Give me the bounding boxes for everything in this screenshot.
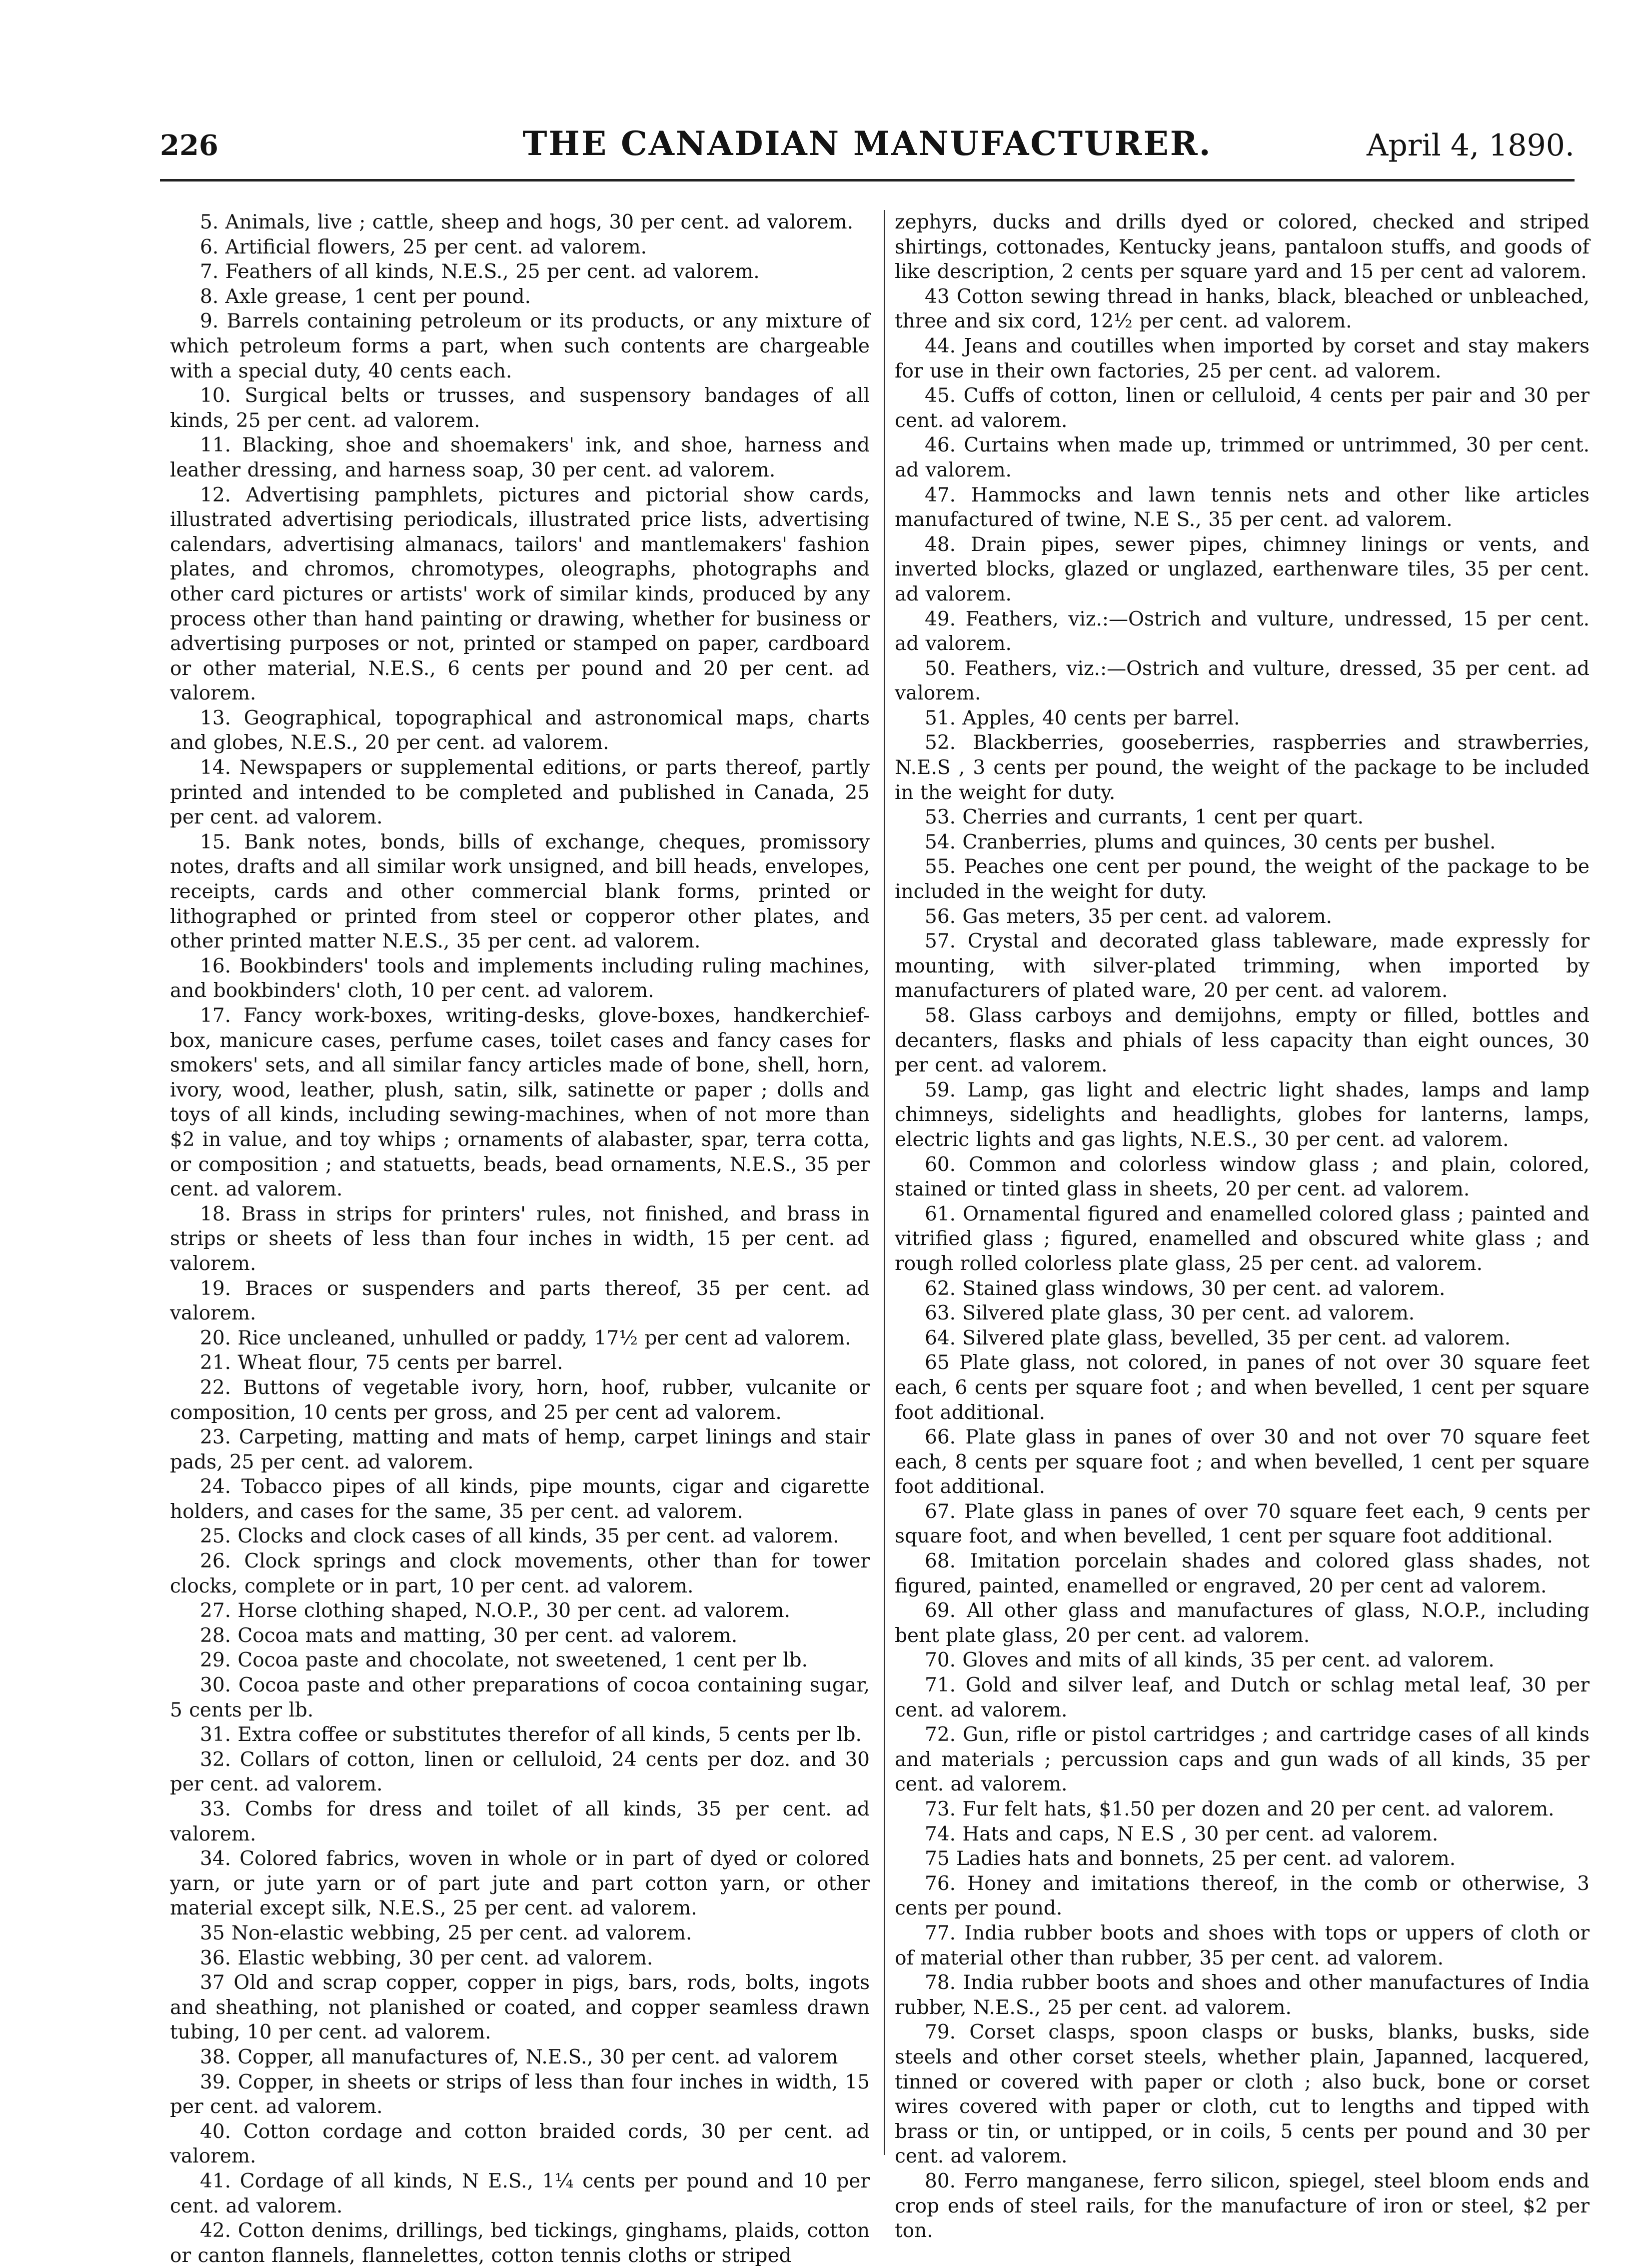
tariff-item: 53. Cherries and currants, 1 cent per quart. (925, 806, 1364, 829)
tariff-item: 62. Stained glass windows, 30 per cent. ad valorem. (925, 1277, 1446, 1300)
tariff-item: 30. Cocoa paste and other preparations of cocoa containing sugar, 5 cents per lb. (170, 1674, 870, 1722)
tariff-item: 29. Cocoa paste and chocolate, not sweetened, 1 cent per lb. (200, 1649, 808, 1672)
tariff-item: 68. Imitation porcelain shades and colored glass shades, not figured, painted, enamelled or engraved, 20 per cent ad valorem. (895, 1550, 1590, 1598)
tariff-item: 65 Plate glass, not colored, in panes of not over 30 square feet each, 6 cents per square foot ; and when bevelled, 1 cent per square foot additional. (895, 1352, 1590, 1424)
tariff-item: 56. Gas meters, 35 per cent. ad valorem. (925, 905, 1333, 928)
tariff-item: 72. Gun, rifle or pistol cartridges ; and cartridge cases of all kinds and materials ; percussion caps and gun wads of all kinds, 35 per cent. ad valorem. (895, 1724, 1590, 1796)
tariff-item: 52. Blackberries, gooseberries, raspberries and strawberries, N.E.S , 3 cents per pound, the weight of the package to be included in the weight for duty. (895, 732, 1590, 804)
tariff-item: 75 Ladies hats and bonnets, 25 per cent. ad valorem. (925, 1848, 1456, 1870)
tariff-item: zephyrs, ducks and drills dyed or colored, checked and striped shirtings, cottonades, Kentucky jeans, pantaloon stuffs, and goods of like description, 2 cents per square yard and 15 per cent ad valorem. (895, 211, 1590, 284)
tariff-item: 32. Collars of cotton, linen or celluloid, 24 cents per doz. and 30 per cent. ad valorem. (170, 1748, 870, 1796)
tariff-item: 22. Buttons of vegetable ivory, horn, hoof, rubber, vulcanite or composition, 10 cents per gross, and 25 per cent ad valorem. (170, 1376, 870, 1424)
tariff-item: 26. Clock springs and clock movements, other than for tower clocks, complete or in part, 10 per cent. ad valorem. (170, 1550, 870, 1598)
tariff-item: 6. Artificial flowers, 25 per cent. ad valorem. (200, 236, 647, 258)
tariff-item: 49. Feathers, viz.:—Ostrich and vulture, undressed, 15 per cent. ad valorem. (895, 608, 1590, 656)
tariff-item: 48. Drain pipes, sewer pipes, chimney linings or vents, and inverted blocks, glazed or unglazed, earthenware tiles, 35 per cent. ad valorem. (895, 533, 1590, 606)
tariff-item: 28. Cocoa mats and matting, 30 per cent. ad valorem. (200, 1624, 738, 1647)
tariff-item: 51. Apples, 40 cents per barrel. (925, 706, 1240, 730)
tariff-item: 44. Jeans and coutilles when imported by corset and stay makers for use in their own factories, 25 per cent. ad valorem. (895, 334, 1590, 382)
tariff-item: 64. Silvered plate glass, bevelled, 35 per cent. ad valorem. (925, 1326, 1511, 1350)
tariff-item: 74. Hats and caps, N E.S , 30 per cent. ad valorem. (925, 1822, 1439, 1846)
tariff-item: 27. Horse clothing shaped, N.O.P., 30 per cent. ad valorem. (200, 1600, 790, 1622)
tariff-item: 80. Ferro manganese, ferro silicon, spiegel, steel bloom ends and crop ends of steel rails, for the manufacture of iron or steel, $2 per ton. (895, 2170, 1590, 2242)
tariff-item: 18. Brass in strips for printers' rules, not finished, and brass in strips or sheets of less than four inches in width, 15 per cent. ad valorem. (170, 1202, 870, 1275)
tariff-item: 69. All other glass and manufactures of glass, N.O.P., including bent plate glass, 20 per cent. ad valorem. (895, 1600, 1590, 1647)
tariff-item: 38. Copper, all manufactures of, N.E.S., 30 per cent. ad valorem (200, 2046, 838, 2068)
left-column (170, 210, 870, 2268)
page-header (160, 124, 1575, 174)
tariff-item: 66. Plate glass in panes of over 30 and not over 70 square feet each, 8 cents per square foot ; and when bevelled, 1 cent per square foot additional. (895, 1426, 1590, 1498)
tariff-item: 23. Carpeting, matting and mats of hemp, carpet linings and stair pads, 25 per cent. ad valorem. (170, 1426, 870, 1474)
tariff-item: 58. Glass carboys and demijohns, empty or filled, bottles and decanters, flasks and phials of less capacity than eight ounces, 30 per cent. ad valorem. (895, 1004, 1590, 1077)
tariff-item: 39. Copper, in sheets or strips of less than four inches in width, 15 per cent. ad valorem. (170, 2070, 870, 2118)
tariff-item: 78. India rubber boots and shoes and other manufactures of India rubber, N.E.S., 25 per cent. ad valorem. (895, 1972, 1590, 2019)
tariff-item: 37 Old and scrap copper, copper in pigs, bars, rods, bolts, ingots and sheathing, not planished or coated, and copper seamless drawn tubing, 10 per cent. ad valorem. (170, 1972, 870, 2044)
tariff-item: 36. Elastic webbing, 30 per cent. ad valorem. (200, 1946, 653, 1970)
tariff-item: 61. Ornamental figured and enamelled colored glass ; painted and vitrified glass ; figured, enamelled and obscured white glass ; and rough rolled colorless plate glass, 25 per cent. ad valorem. (895, 1202, 1590, 1275)
tariff-item: 45. Cuffs of cotton, linen or celluloid, 4 cents per pair and 30 per cent. ad valorem. (895, 384, 1590, 432)
tariff-item: 43 Cotton sewing thread in hanks, black, bleached or unbleached, three and six cord, 12½ per cent. ad valorem. (895, 285, 1590, 333)
tariff-item: 8. Axle grease, 1 cent per pound. (200, 285, 531, 308)
tariff-item: 60. Common and colorless window glass ; and plain, colored, stained or tinted glass in sheets, 20 per cent. ad valorem. (895, 1153, 1590, 1201)
tariff-item: 77. India rubber boots and shoes with tops or uppers of cloth or of material other than rubber, 35 per cent. ad valorem. (895, 1922, 1590, 1970)
right-column (895, 210, 1590, 2244)
issue-date: April 4, 1890. (1367, 128, 1575, 163)
tariff-item: 59. Lamp, gas light and electric light shades, lamps and lamp chimneys, sidelights and headlights, globes for lanterns, lamps, electric lights and gas lights, N.E.S., 30 per cent. ad valorem. (895, 1078, 1590, 1151)
tariff-item: 63. Silvered plate glass, 30 per cent. ad valorem. (925, 1302, 1415, 1325)
page-number: 226 (160, 129, 218, 162)
tariff-item: 41. Cordage of all kinds, N E.S., 1¼ cents per pound and 10 per cent. ad valorem. (170, 2170, 870, 2218)
tariff-item: 11. Blacking, shoe and shoemakers' ink, and shoe, harness and leather dressing, and harness soap, 30 per cent. ad valorem. (170, 434, 870, 482)
tariff-item: 15. Bank notes, bonds, bills of exchange, cheques, promissory notes, drafts and all similar work unsigned, and bill heads, envelopes, receipts, cards and other commercial blank forms, printed or lithographed or printed from steel or copperor other plates, and other printed matter N.E.S., 35 per cent. ad valorem. (170, 830, 870, 953)
tariff-item: 33. Combs for dress and toilet of all kinds, 35 per cent. ad valorem. (170, 1798, 870, 1846)
tariff-item: 16. Bookbinders' tools and implements including ruling machines, and bookbinders' cloth, 10 per cent. ad valorem. (170, 954, 870, 1002)
tariff-item: 40. Cotton cordage and cotton braided cords, 30 per cent. ad valorem. (170, 2120, 870, 2168)
tariff-item: 25. Clocks and clock cases of all kinds, 35 per cent. ad valorem. (200, 1525, 839, 1548)
tariff-item: 70. Gloves and mits of all kinds, 35 per cent. ad valorem. (925, 1649, 1495, 1672)
tariff-item: 47. Hammocks and lawn tennis nets and other like articles manufactured of twine, N.E S., 35 per cent. ad valorem. (895, 484, 1590, 532)
tariff-item: 71. Gold and silver leaf, and Dutch or schlag metal leaf, 30 per cent. ad valorem. (895, 1674, 1590, 1722)
tariff-item: 13. Geographical, topographical and astronomical maps, charts and globes, N.E.S., 20 per cent. ad valorem. (170, 706, 870, 754)
tariff-item: 67. Plate glass in panes of over 70 square feet each, 9 cents per square foot, and when bevelled, 1 cent per square foot additional. (895, 1500, 1590, 1548)
tariff-item: 50. Feathers, viz.:—Ostrich and vulture, dressed, 35 per cent. ad valorem. (895, 657, 1590, 705)
tariff-item: 10. Surgical belts or trusses, and suspensory bandages of all kinds, 25 per cent. ad valorem. (170, 384, 870, 432)
tariff-item: 73. Fur felt hats, $1.50 per dozen and 20 per cent. ad valorem. (925, 1798, 1555, 1820)
tariff-item: 54. Cranberries, plums and quinces, 30 cents per bushel. (925, 830, 1496, 854)
tariff-item: 35 Non-elastic webbing, 25 per cent. ad valorem. (200, 1922, 692, 1944)
tariff-item: 20. Rice uncleaned, unhulled or paddy, 17½ per cent ad valorem. (200, 1326, 851, 1350)
tariff-item: 7. Feathers of all kinds, N.E.S., 25 per cent. ad valorem. (200, 260, 760, 284)
column-divider (884, 210, 885, 2155)
tariff-item: 14. Newspapers or supplemental editions, or parts thereof, partly printed and intended to be completed and published in Canada, 25 per cent. ad valorem. (170, 756, 870, 829)
tariff-item: 19. Braces or suspenders and parts thereof, 35 per cent. ad valorem. (170, 1277, 870, 1325)
tariff-item: 5. Animals, live ; cattle, sheep and hogs, 30 per cent. ad valorem. (200, 211, 853, 234)
tariff-item: 31. Extra coffee or substitutes therefor of all kinds, 5 cents per lb. (200, 1724, 862, 1746)
tariff-item: 46. Curtains when made up, trimmed or untrimmed, 30 per cent. ad valorem. (895, 434, 1590, 482)
tariff-item: 9. Barrels containing petroleum or its products, or any mixture of which petroleum forms a part, when such contents are chargeable with a special duty, 40 cents each. (170, 310, 870, 382)
tariff-item: 79. Corset clasps, spoon clasps or busks, blanks, busks, side steels and other corset steels, whether plain, Japanned, lacquered, tinned or covered with paper or cloth ; also buck, bone or corset wires covered with paper or cloth, cut to lengths and tipped with brass or tin, or untipped, or in coils, 5 cents per pound and 30 per cent. ad valorem. (895, 2021, 1590, 2168)
tariff-item: 24. Tobacco pipes of all kinds, pipe mounts, cigar and cigarette holders, and cases for the same, 35 per cent. ad valorem. (170, 1476, 870, 1523)
tariff-item: 76. Honey and imitations thereof, in the comb or otherwise, 3 cents per pound. (895, 1872, 1590, 1920)
tariff-item: 12. Advertising pamphlets, pictures and pictorial show cards, illustrated advertising periodicals, illustrated price lists, advertising calendars, advertising almanacs, tailors' and mantlemakers' fashion plates, and chromos, chromotypes, oleographs, photographs and other card pictures or artists' work of similar kinds, produced by any process other than hand painting or drawing, whether for business or advertising purposes or not, printed or stamped on paper, cardboard or other material, N.E.S., 6 cents per pound and 20 per cent. ad valorem. (170, 484, 870, 705)
tariff-item: 34. Colored fabrics, woven in whole or in part of dyed or colored yarn, or jute yarn or of part jute and part cotton yarn, or other material except silk, N.E.S., 25 per cent. ad valorem. (170, 1848, 870, 1920)
tariff-item: 17. Fancy work-boxes, writing-desks, glove-boxes, handkerchief-box, manicure cases, perfume cases, toilet cases and fancy cases for smokers' sets, and all similar fancy articles made of bone, shell, horn, ivory, wood, leather, plush, satin, silk, satinette or paper ; dolls and toys of all kinds, including sewing-machines, when of not more than $2 in value, and toy whips ; ornaments of alabaster, spar, terra cotta, or composition ; and statuetts, beads, bead ornaments, N.E.S., 35 per cent. ad valorem. (170, 1004, 870, 1201)
tariff-item: 21. Wheat flour, 75 cents per barrel. (200, 1352, 563, 1374)
tariff-item: 55. Peaches one cent per pound, the weight of the package to be included in the weight for duty. (895, 856, 1590, 904)
header-rule (160, 179, 1575, 182)
journal-title: THE CANADIAN MANUFACTURER. (522, 124, 1212, 163)
tariff-item: 57. Crystal and decorated glass tableware, made expressly for mounting, with silver-plated trimming, when imported by manufacturers of plated ware, 20 per cent. ad valorem. (895, 930, 1590, 1002)
tariff-item: 42. Cotton denims, drillings, bed tickings, ginghams, plaids, cotton or canton flannels, flannelettes, cotton tennis cloths or striped (170, 2220, 870, 2267)
